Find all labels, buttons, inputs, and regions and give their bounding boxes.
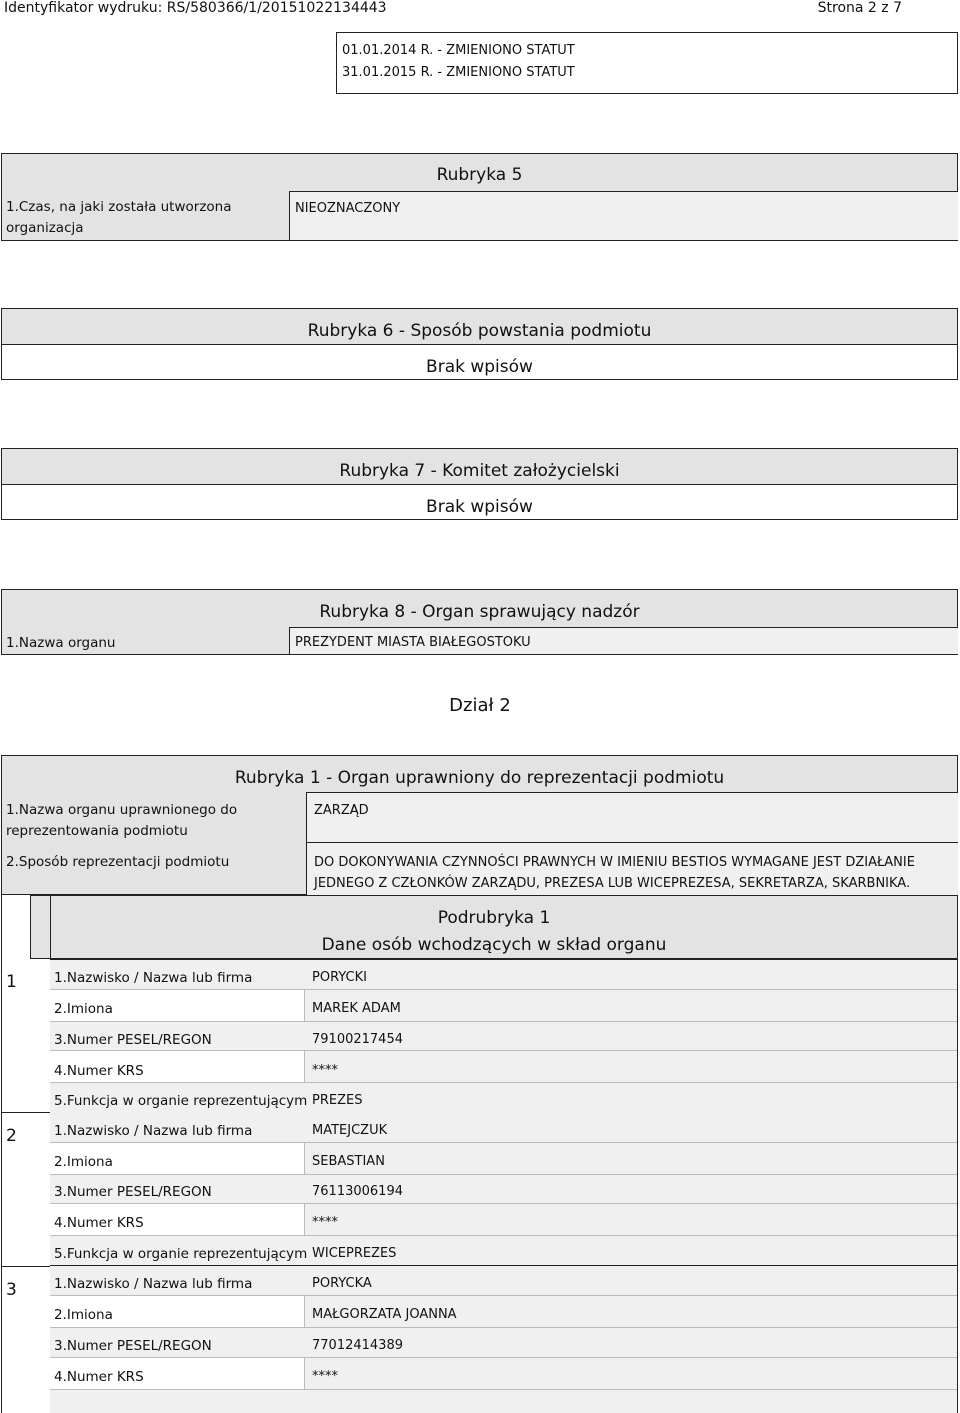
- rubryka-8-value: PREZYDENT MIASTA BIAŁEGOSTOKU: [295, 635, 531, 650]
- representation-value: DO DOKONYWANIA CZYNNOŚCI PRAWNYCH W IMIENIU BESTIOS WYMAGANE JEST DZIAŁANIE JEDNEGO Z CZŁONKÓW ZARZĄDU, PREZESA LUB WICEPREZESA, SEKRETARZA, SKARBNIKA.: [314, 855, 915, 891]
- person-first-label: 2.Imiona: [54, 1001, 113, 1017]
- person-first-label: 2.Imiona: [54, 1307, 113, 1323]
- person-name-label: 1.Nazwisko / Nazwa lub firma: [54, 1276, 253, 1292]
- status-box: [336, 32, 958, 94]
- rubryka-6-empty: Brak wpisów: [426, 357, 533, 377]
- person-function-value: PREZES: [312, 1093, 363, 1108]
- podrubryka-title: Podrubryka 1: [437, 908, 551, 928]
- person-pesel-label: 3.Numer PESEL/REGON: [54, 1338, 212, 1354]
- person-number: 1: [6, 972, 17, 992]
- rubryka-5-section: [1, 153, 958, 241]
- person-pesel-value: 76113006194: [312, 1184, 403, 1199]
- person-krs-value: ****: [312, 1215, 338, 1230]
- d2-rubryka-1-title: Rubryka 1 - Organ uprawniony do reprezentacji podmiotu: [234, 768, 725, 788]
- rubryka-5-label: 1.Czas, na jaki została utworzona organizacja: [6, 199, 232, 236]
- status-line-2: 31.01.2015 R. - ZMIENIONO STATUT: [342, 65, 575, 80]
- d2-rubryka-1-section: [1, 755, 958, 895]
- rubryka-5-value: NIEOZNACZONY: [295, 201, 401, 216]
- person-name-value: PORYCKA: [312, 1276, 372, 1291]
- person-pesel-value: 77012414389: [312, 1338, 403, 1353]
- person-first-label: 2.Imiona: [54, 1154, 113, 1170]
- person-pesel-value: 79100217454: [312, 1032, 403, 1047]
- rubryka-5-title: Rubryka 5: [436, 165, 523, 185]
- person-krs-label: 4.Numer KRS: [54, 1369, 144, 1385]
- organ-name-label: 1.Nazwa organu uprawnionego do reprezentowania podmiotu: [6, 802, 238, 839]
- podrubryka-subtitle: Dane osób wchodzących w skład organu: [321, 935, 667, 955]
- person-name-label: 1.Nazwisko / Nazwa lub firma: [54, 970, 253, 986]
- person-number: 2: [6, 1126, 17, 1146]
- person-function-label: 5.Funkcja w organie reprezentującym: [54, 1093, 308, 1109]
- page-number: Strona 2 z 7: [817, 0, 902, 16]
- person-2-block: [50, 1112, 958, 1266]
- person-name-value: MATEJCZUK: [312, 1123, 388, 1138]
- podrubryka-header: [30, 895, 958, 959]
- rubryka-6-title: Rubryka 6 - Sposób powstania podmiotu: [307, 321, 652, 341]
- person-pesel-label: 3.Numer PESEL/REGON: [54, 1184, 212, 1200]
- person-krs-value: ****: [312, 1369, 338, 1384]
- person-function-label: 5.Funkcja w organie reprezentującym: [54, 1246, 308, 1262]
- status-line-1: 01.01.2014 R. - ZMIENIONO STATUT: [342, 43, 575, 58]
- organ-name-value: ZARZĄD: [314, 803, 369, 818]
- rubryka-8-section: [1, 589, 958, 655]
- person-first-value: MAREK ADAM: [312, 1001, 401, 1016]
- rubryka-8-label: 1.Nazwa organu: [6, 635, 116, 651]
- person-krs-label: 4.Numer KRS: [54, 1063, 144, 1079]
- print-identifier: Identyfikator wydruku: RS/580366/1/20151022134443: [4, 0, 387, 16]
- rubryka-7-empty: Brak wpisów: [426, 497, 533, 517]
- rubryka-7-title: Rubryka 7 - Komitet założycielski: [339, 461, 620, 481]
- person-krs-value: ****: [312, 1063, 338, 1078]
- person-pesel-label: 3.Numer PESEL/REGON: [54, 1032, 212, 1048]
- rubryka-5-value-cell: [289, 191, 958, 240]
- person-1-block: [50, 959, 958, 1113]
- dzial-title: Dział 2: [449, 695, 511, 716]
- person-name-value: PORYCKI: [312, 970, 367, 985]
- representation-label: 2.Sposób reprezentacji podmiotu: [6, 854, 230, 870]
- rubryka-7-section: [1, 448, 958, 520]
- person-first-value: SEBASTIAN: [312, 1154, 385, 1169]
- person-krs-label: 4.Numer KRS: [54, 1215, 144, 1231]
- rubryka-6-section: [1, 308, 958, 380]
- person-3-block: [50, 1266, 958, 1413]
- person-first-value: MAŁGORZATA JOANNA: [312, 1307, 457, 1322]
- rubryka-8-title: Rubryka 8 - Organ sprawujący nadzór: [319, 602, 640, 622]
- person-name-label: 1.Nazwisko / Nazwa lub firma: [54, 1123, 253, 1139]
- person-number: 3: [6, 1280, 17, 1300]
- person-function-value: WICEPREZES: [312, 1246, 397, 1261]
